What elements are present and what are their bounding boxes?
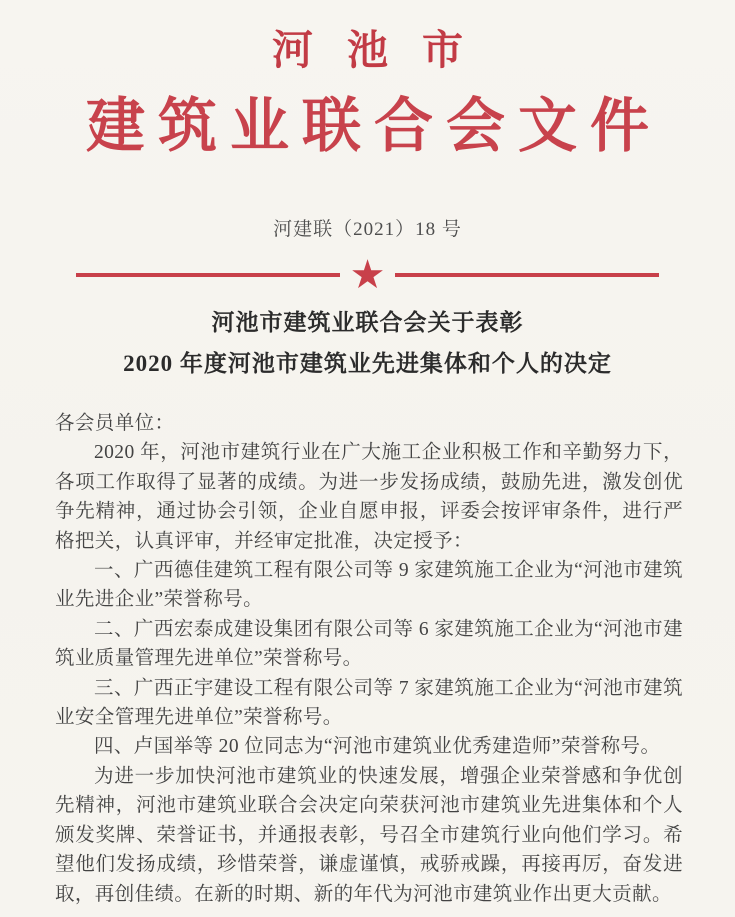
issuer-organization-title: 建筑业联合会文件: [85, 93, 662, 159]
award-item-1-advanced-enterprises: 一、广西德佳建筑工程有限公司等 9 家建筑施工企业为“河池市建筑业先进企业”荣誉称号。: [55, 560, 683, 611]
document-reference-number: 河建联（2021）18 号: [273, 219, 462, 240]
red-divider: [76, 252, 659, 297]
divider-rule-left: [76, 273, 340, 277]
document-title: [0, 302, 735, 384]
award-item-4-outstanding-builders: 四、卢国举等 20 位同志为“河池市建筑业优秀建造师”荣誉称号。: [94, 736, 661, 758]
document-body: [55, 409, 683, 909]
letterhead: [0, 28, 735, 162]
divider-rule-right: [395, 273, 659, 277]
award-item-3-safety-management: 三、广西正宇建设工程有限公司等 7 家建筑施工企业为“河池市建筑业安全管理先进单位”荣誉称号。: [55, 677, 683, 729]
issuer-city: 河池市: [272, 27, 497, 73]
document-title-line-2: 2020 年度河池市建筑业先进集体和个人的决定: [123, 351, 612, 376]
salutation: 各会员单位：: [55, 413, 175, 434]
star-icon: ★: [349, 252, 386, 297]
paragraph-introduction: 2020 年，河池市建筑行业在广大施工企业积极工作和辛勤努力下，各项工作取得了显著的成绩。为进一步发扬成绩，鼓励先进，激发创优争先精神，通过协会引领，企业自愿申报，评委会按评审条件，进行严格把关，认真评审，并经审定批准，决定授予：: [55, 442, 683, 552]
paragraph-closing: 为进一步加快河池市建筑业的快速发展，增强企业荣誉感和争优创先精神，河池市建筑业联合会决定向荣获河池市建筑业先进集体和个人颁发奖牌、荣誉证书，并通报表彰，号召全市建筑行业向他们学习。希望他们发扬成绩，珍惜荣誉，谦虚谨慎，戒骄戒躁，再接再厉，奋发进取，再创佳绩。在新的时期、新的年代为河池市建筑业作出更大贡献。: [55, 765, 683, 905]
document-title-line-1: 河池市建筑业联合会关于表彰: [211, 310, 524, 335]
award-item-2-quality-management: 二、广西宏泰成建设集团有限公司等 6 家建筑施工企业为“河池市建筑业质量管理先进单位”荣誉称号。: [55, 618, 683, 670]
